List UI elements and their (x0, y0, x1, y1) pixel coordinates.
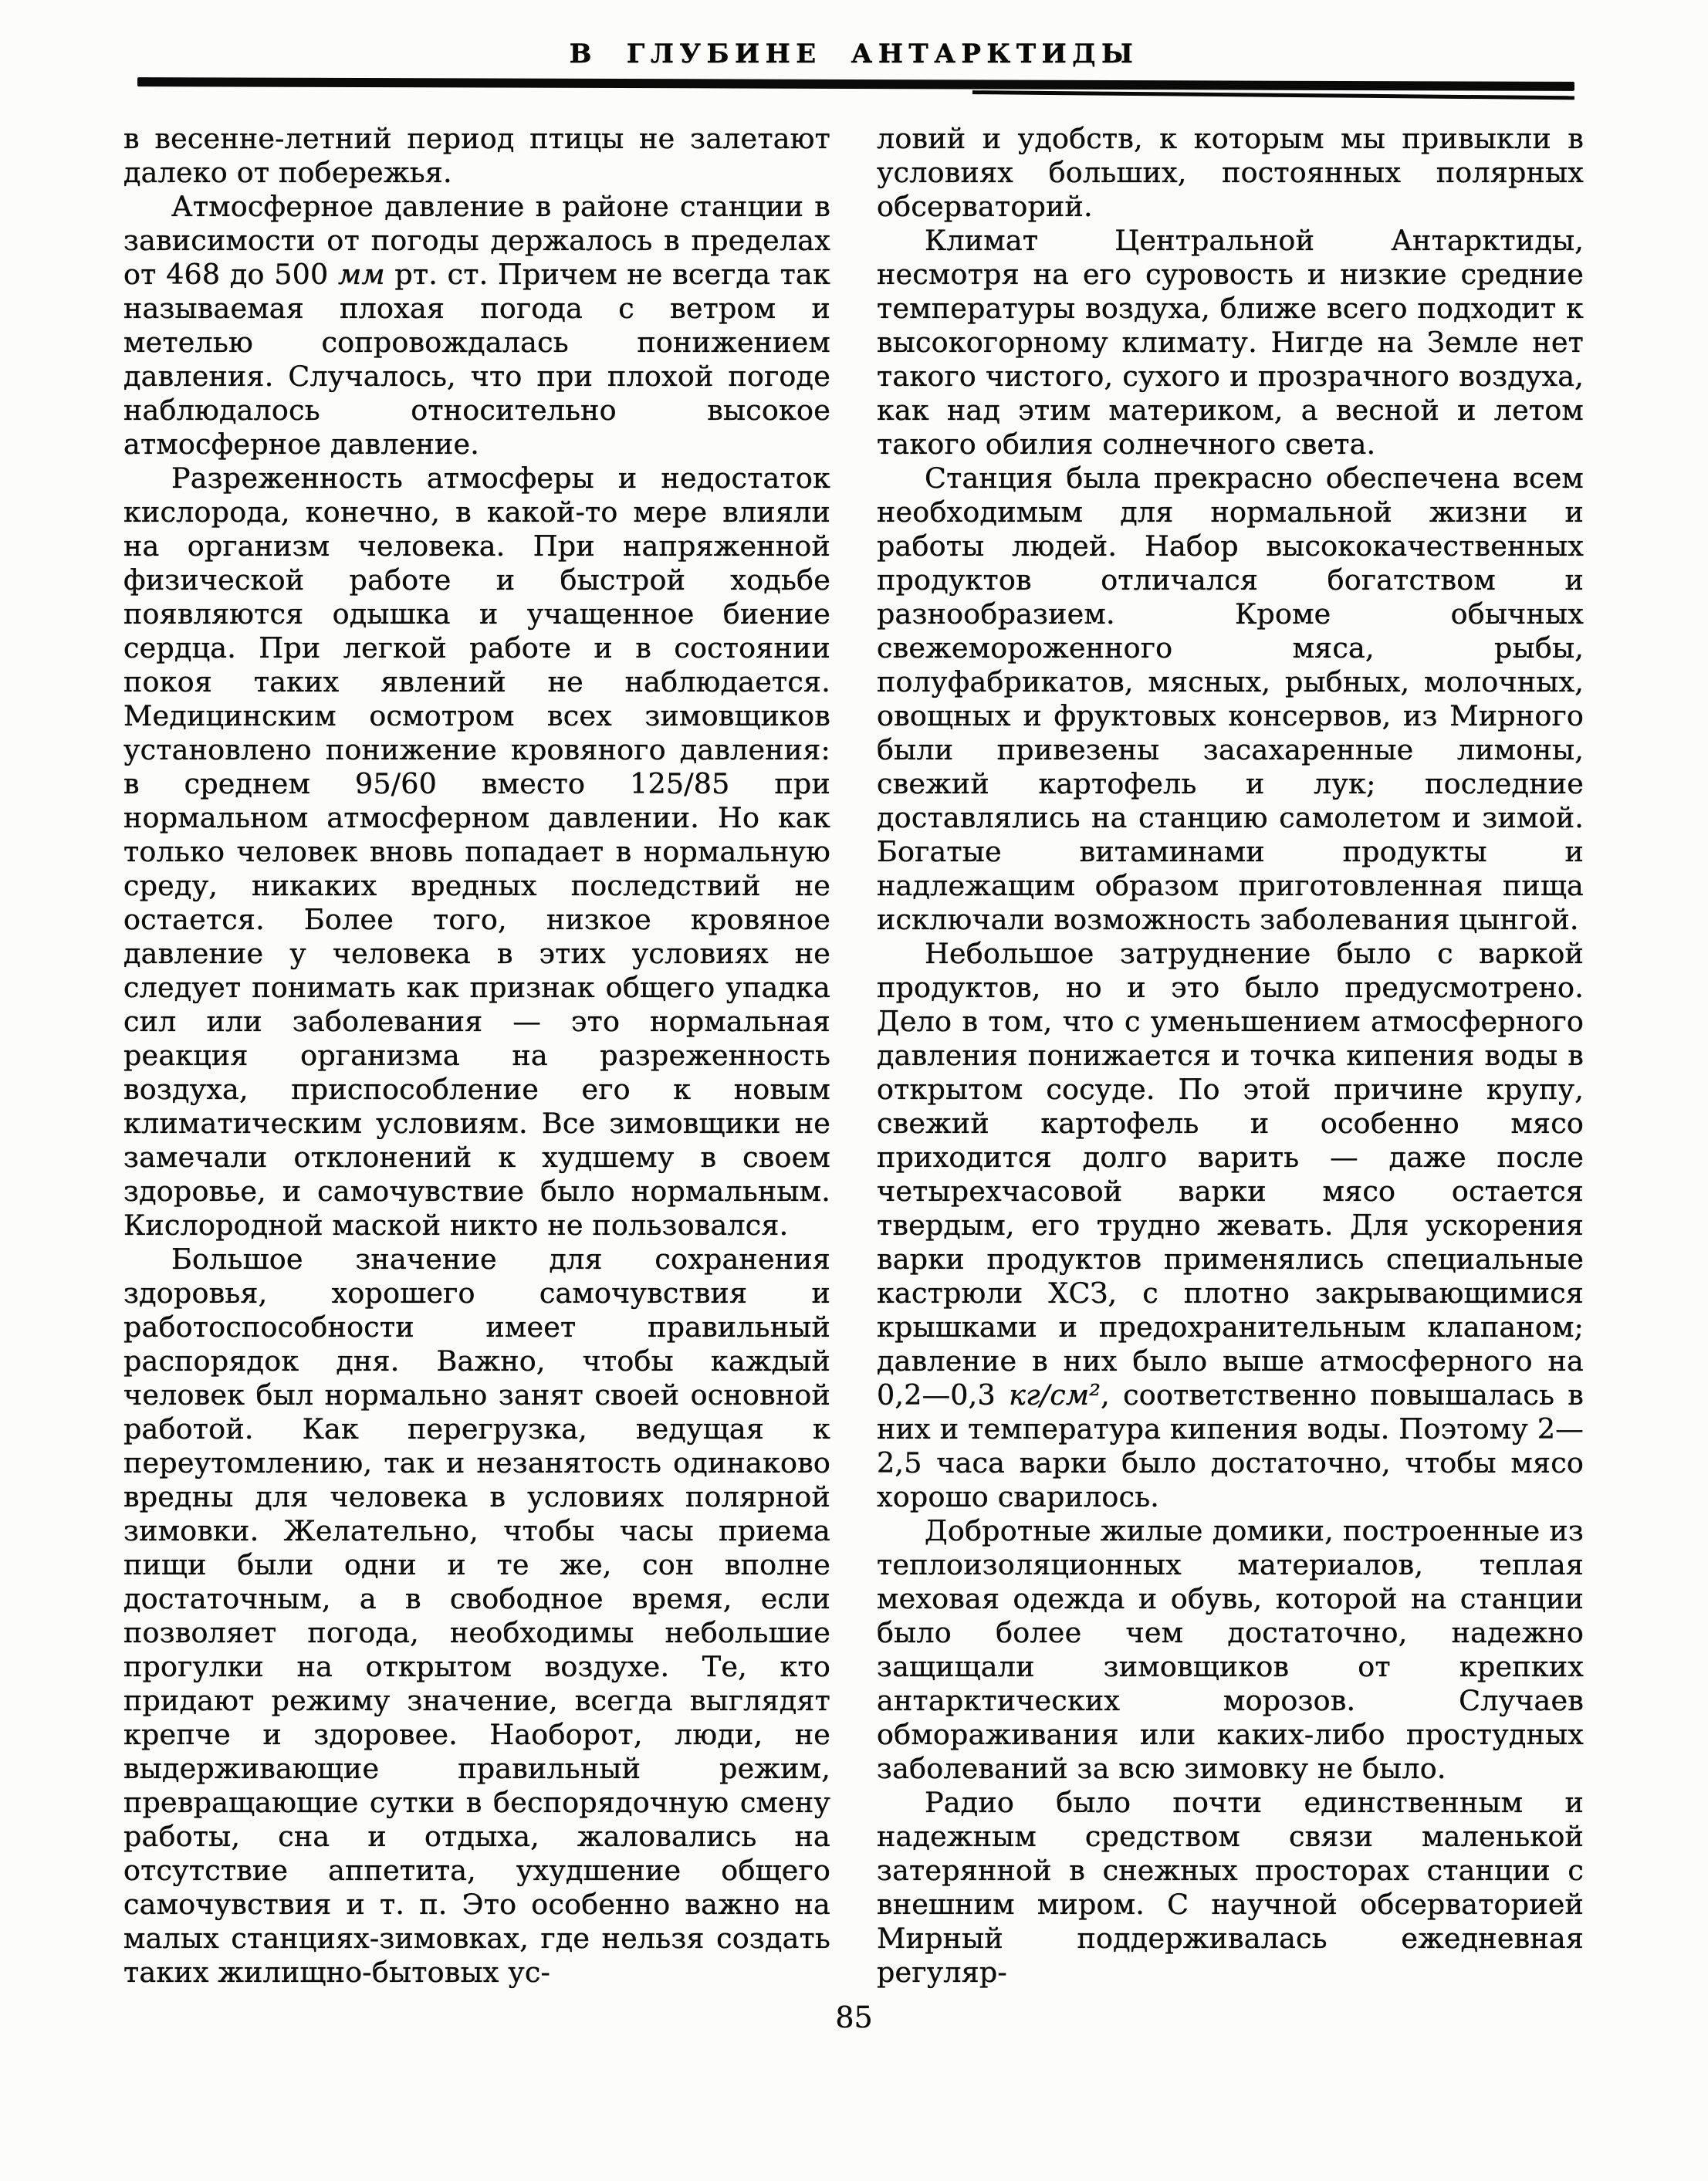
text-run: Добротные жилые домики, построенные из теплоизоляционных материалов, теплая меховая одежда и обувь, которой на станции было более чем достаточно, надежно защищали зимовщиков от крепких антарктических морозов. Случаев обмораживания или каких-либо простудных заболеваний за всю зимовку не было. (877, 1514, 1584, 1785)
italic-text-run: кг/см² (1009, 1378, 1101, 1412)
text-run: Небольшое затруднение было с варкой продуктов, но и это было предусмотрено. Дело в том, что с уменьшением атмосферного давления понижается и точка кипения воды в открытом сосуде. По этой причине крупу, свежий картофель и особенно мясо приходится долго варить — даже после четырехчасовой варки мясо остается твердым, его трудно жевать. Для ускорения варки продуктов применялись специальные кастрюли ХСЗ, с плотно закрывающимися крышками и предохранительным клапаном; давление в них было выше атмосферного на 0,2—0,3 (877, 937, 1584, 1412)
paragraph (877, 937, 1584, 1514)
text-run: Большое значение для сохранения здоровья, хорошего самочувствия и работоспособности имеет правильный распорядок дня. Важно, чтобы каждый человек был нормально занят своей основной работой. Как перегрузка, ведущая к переутомлению, так и незанятость одинаково вредны для человека в условиях полярной зимовки. Желательно, чтобы часы приема пищи были одни и те же, сон вполне достаточным, а в свободное время, если позволяет погода, необходимы небольшие прогулки на открытом воздухе. Те, кто придают режиму значение, всегда выглядят крепче и здоровее. Наоборот, люди, не выдерживающие правильный режим, превращающие сутки в беспорядочную смену работы, сна и отдыха, жаловались на отсутствие аппетита, ухудшение общего самочувствия и т. п. Это особенно важно на малых станциях-зимовках, где нельзя создать таких жилищно-бытовых ус- (123, 1243, 830, 1989)
text-run: Станция была прекрасно обеспечена всем необходимым для нормальной жизни и работы людей. Набор высококачественных продуктов отличался богатством и разнообразием. Кроме обычных свежемороженного мяса, рыбы, полуфабрикатов, мясных, рыбных, молочных, овощных и фруктовых консервов, из Мирного были привезены засахаренные лимоны, свежий картофель и лук; последние доставлялись на станцию самолетом и зимой. Богатые витаминами продукты и надлежащим образом приготовленная пища исключали возможность заболевания цынгой. (877, 462, 1584, 936)
running-head: В ГЛУБИНЕ АНТАРКТИДЫ (569, 39, 1139, 69)
italic-text-run: мм (337, 258, 385, 291)
left-column (123, 122, 830, 1990)
paragraph (877, 224, 1584, 462)
text-run: Атмосферное давление в районе станции в зависимости от погоды держалось в пределах от 468 до 500 (123, 190, 830, 291)
right-column (877, 122, 1584, 1990)
text-run: , соответственно повышалась в них и температура кипения воды. Поэтому 2—2,5 часа варки было достаточно, чтобы мясо хорошо сварилось. (877, 1378, 1584, 1513)
paragraph (123, 1243, 830, 1990)
text-run: рт. ст. Причем не всегда так называемая плохая погода с ветром и метелью сопровождалась понижением давления. Случалось, что при плохой погоде наблюдалось относительно высокое атмосферное давление. (123, 258, 830, 461)
paragraph (123, 190, 830, 462)
text-run: в весенне-летний период птицы не залетают далеко от побережья. (123, 122, 830, 189)
paragraph (123, 122, 830, 190)
paragraph (877, 1786, 1584, 1990)
text-run: Разреженность атмосферы и недостаток кислорода, конечно, в какой-то мере влияли на организм человека. При напряженной физической работе и быстрой ходьбе появляются одышка и учащенное биение сердца. При легкой работе и в состоянии покоя таких явлений не наблюдается. Медицинским осмотром всех зимовщиков установлено понижение кровяного давления: в среднем 95/60 вместо 125/85 при нормальном атмосферном давлении. Но как только человек вновь попадает в нормальную среду, никаких вредных последствий не остается. Более того, низкое кровяное давление у человека в этих условиях не следует понимать как признак общего упадка сил или заболевания — это нормальная реакция организма на разреженность воздуха, приспособление его к новым климатическим условиям. Все зимовщики не замечали отклонений к худшему в своем здоровье, и самочувствие было нормальным. Кислородной маской никто не пользовался. (123, 462, 830, 1242)
paragraph (123, 462, 830, 1243)
header-rule (137, 77, 1574, 91)
text-run: ловий и удобств, к которым мы привыкли в условиях больших, постоянных полярных обсерваторий. (877, 122, 1584, 223)
paragraph (877, 1514, 1584, 1786)
text-run: Радио было почти единственным и надежным средством связи маленькой затерянной в снежных просторах станции с внешним миром. С научной обсерваторией Мирный поддерживалась ежедневная регуляр- (877, 1786, 1584, 1989)
page-number: 85 (835, 2000, 873, 2034)
text-columns (123, 122, 1584, 1990)
paragraph (877, 462, 1584, 937)
paragraph (877, 122, 1584, 224)
text-run: Климат Центральной Антарктиды, несмотря на его суровость и низкие средние температуры воздуха, ближе всего подходит к высокогорному климату. Нигде на Земле нет такого чистого, сухого и прозрачного воздуха, как над этим материком, а весной и летом такого обилия солнечного света. (877, 224, 1584, 461)
